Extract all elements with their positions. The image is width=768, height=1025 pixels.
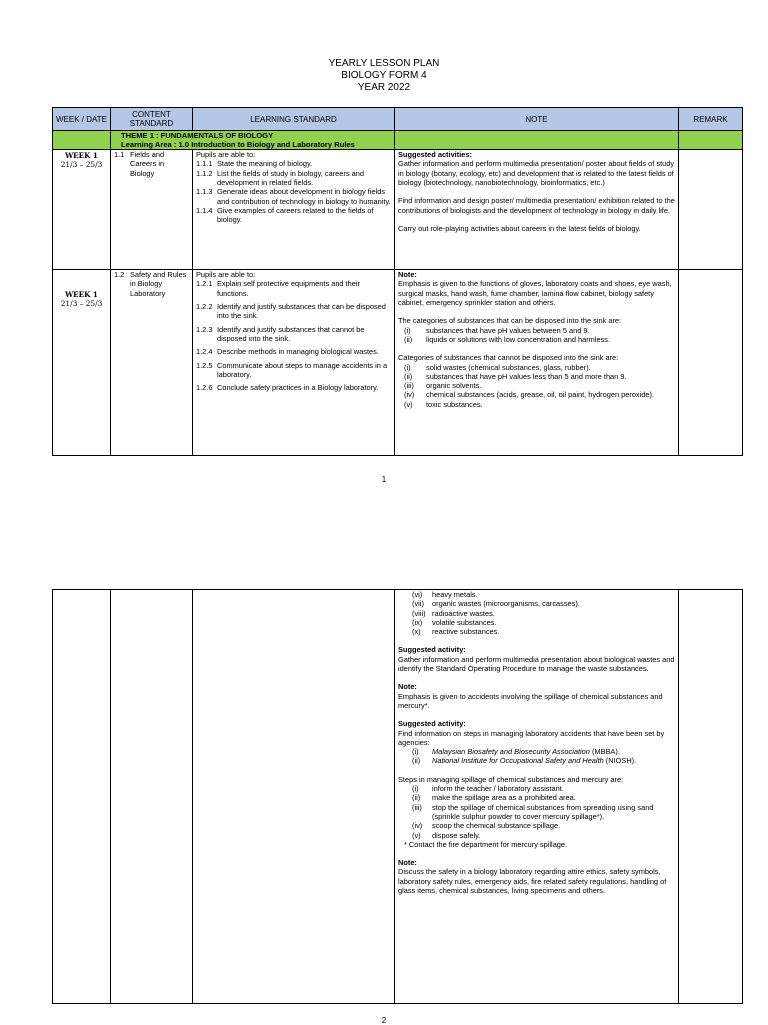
list-text: reactive substances. [432,627,500,637]
title-line-1: YEARLY LESSON PLAN [328,58,440,69]
list-number: (ii) [412,793,421,803]
note-cell [395,150,679,270]
remark-cell [679,590,743,1004]
list-text: dispose safely. [432,830,481,840]
list-text: heavy metals. [432,590,478,599]
list-number: (i) [412,747,419,757]
list-number: (iv) [404,390,415,400]
title-line-2: BIOLOGY FORM 4 [341,70,427,81]
standard-number: 1.2.3 [196,324,213,334]
list-text: substances that have pH values between 5 and 9. [426,325,590,335]
table-row [53,270,743,456]
note-paragraph: Steps in managing spillage of chemical substances and mercury are: [398,774,624,784]
note-heading: Note: [398,682,417,692]
list-number: (iii) [412,802,422,812]
list-text: solid wastes (chemical substances, glass, rubber). [426,362,591,372]
week-date-cell [53,270,111,456]
list-number: (viii) [412,608,426,618]
standard-number: 1.2.1 [196,279,213,289]
note-paragraph: Find information and design poster/ multimedia presentation/ exhibition related to the contributions of biologists and the development of technology in biology in daily life. [398,196,675,215]
list-number: (i) [412,784,419,794]
note-paragraph: Emphasis is given to the functions of gloves, laboratory coats and shoes, eye wash, surgical masks, hand wash, fume chamber, lamina flow cabinet, biology safety cabinet, emergency sprinkler station and others. [398,279,672,308]
intro-text: Pupils are able to: [196,270,256,280]
week-date-cell [53,150,111,270]
list-text: stop the spillage of chemical substances from spreading using sand (sprinkle sulphur powder to cover mercury spillage*). [432,802,654,821]
list-text: radioactive wastes. [432,608,495,618]
list-number: (i) [404,362,411,372]
list-text: substances that have pH values less than 5 and more than 9. [426,371,627,381]
learning-standard-cell [193,270,395,456]
standard-text: Identify and justify substances that cannot be disposed into the sink. [217,324,365,343]
content-standard-cell [111,270,193,456]
agency-name: Malaysian Biosafety and Biosecurity Association [432,747,590,757]
note-paragraph: Carry out role-playing activities about careers in the latest fields of biology. [398,223,641,233]
standard-number: 1.2.5 [196,360,213,370]
header-note: NOTE [395,108,679,131]
table-row [53,590,743,1004]
document-title-block [0,58,768,94]
note-cell [395,270,679,456]
note-heading: Note: [398,858,417,868]
title-line-3: YEAR 2022 [357,82,411,93]
theme-title: THEME 1 : FUNDAMENTALS OF BIOLOGY [121,131,274,140]
list-text: organic solvents. [426,381,482,391]
note-paragraph: Emphasis is given to accidents involving the spillage of chemical substances and mercury*. [398,691,663,710]
standard-text: Identify and justify substances that can be disposed into the sink. [217,302,386,321]
list-number: (ii) [404,334,413,344]
list-number: (ix) [412,617,423,627]
note-paragraph: Find information on steps in managing laboratory accidents that have been set by agencies: [398,728,665,747]
standard-number: 1.2.4 [196,347,213,357]
note-paragraph: Gather information and perform multimedia presentation/ poster about fields of study in biology (botany, ecology, etc) and development that is related to the latest fields of biology (biotechnology, nanobiotechnology, bioinformatics, etc.) [398,159,675,188]
list-number: (v) [412,830,421,840]
content-number: 1.2 [114,270,125,280]
list-number: (iv) [412,821,423,831]
lesson-plan-table-page-1 [52,107,743,456]
theme-row [53,131,743,150]
theme-cell [111,131,395,150]
week-date-cell [53,590,111,1004]
content-number: 1.1 [114,150,125,160]
content-standard-cell [111,150,193,270]
note-paragraph: The categories of substances that can be disposed into the sink are: [398,316,622,326]
note-heading: Suggested activity: [398,719,466,729]
date-range: 21/3 – 25/3 [60,299,103,309]
list-number: (ii) [412,756,421,766]
note-paragraph: Categories of substances that cannot be disposed into the sink are: [398,353,619,363]
learning-standard-cell [193,590,395,1004]
standard-text: Generate ideas about development in biology fields and contribution of technology in biology to humanity. [217,187,391,206]
standard-number: 1.1.4 [196,205,213,215]
list-text: liquids or solutions with low concentration and harmless. [426,334,611,344]
standard-number: 1.1.1 [196,159,213,169]
standard-text: Communicate about steps to manage accidents in a laboratory. [217,360,388,379]
remark-cell [679,270,743,456]
standard-text: Explain self protective equipments and their functions. [217,279,360,298]
content-standard-cell [111,590,193,1004]
list-text: toxic substances. [426,399,483,409]
agency-abbreviation: (NIOSH). [605,756,637,766]
list-number: (iii) [404,381,414,391]
list-number: (vii) [412,599,424,609]
list-number: (vi) [412,590,423,599]
standard-text: List the fields of study in biology, careers and development in related fields. [217,168,364,188]
standard-text: State the meaning of biology. [217,159,313,169]
list-text: scoop the chemical substance spillage. [432,821,561,831]
note-paragraph: Discuss the safety in a biology laboratory regarding attire ethics, safety symbols, laboratory safety rules, emergency aids, fire related safety regulations, handling of glass items, chemical substances, living specimens and others. [398,867,667,896]
standard-text: Give examples of careers related to the fields of biology. [217,205,374,225]
page-number: 1 [381,475,387,484]
table-header-row [53,108,743,131]
remark-cell [679,150,743,270]
intro-text: Pupils are able to: [196,150,256,160]
list-number: (ii) [404,371,413,381]
content-text: Safety and Rules in Biology Laboratory [130,270,187,298]
week-label: WEEK 1 [65,290,98,300]
list-number: (i) [404,325,411,335]
learning-standard-cell [193,150,395,270]
list-text: chemical substances (acids, grease, oil, oil paint, hydrogen peroxide). [426,390,654,400]
agency-abbreviation: (MBBA). [591,747,620,757]
header-week-date: WEEK / DATE [53,108,111,131]
list-text: make the spillage area as a prohibited area. [432,793,576,803]
header-content-standard: CONTENT STANDARD [111,108,193,131]
note-heading: Suggested activity: [398,645,466,655]
agency-name: National Institute for Occupational Safety and Health [432,756,604,766]
note-heading: Note: [398,270,417,280]
standard-text: Conclude safety practices in a Biology laboratory. [217,383,379,393]
list-text: inform the teacher / laboratory assistant. [432,784,564,794]
content-text: Fields and Careers in Biology [130,150,165,178]
footnote: * Contact the fire department for mercury spillage. [404,839,568,849]
note-heading: Suggested activities: [398,150,472,160]
list-text: organic wastes (microorganisms, carcasses). [432,599,580,609]
note-cell [395,590,679,1004]
date-range: 21/3 – 25/3 [60,160,103,170]
list-number: (x) [412,627,421,637]
standard-number: 1.1.2 [196,168,213,178]
standard-number: 1.2.2 [196,302,213,312]
learning-area: Learning Area : 1.0 Introduction to Biology and Laboratory Rules [121,139,355,149]
week-label: WEEK 1 [65,151,98,161]
table-row [53,150,743,270]
standard-text: Describe methods in managing biological wastes. [217,347,379,357]
standard-number: 1.2.6 [196,383,213,393]
note-paragraph: Gather information and perform multimedia presentation about biological wastes and identify the Standard Operating Procedure to manage the waste substances. [398,654,675,674]
lesson-plan-table-page-2 [52,589,743,1004]
header-learning-standard: LEARNING STANDARD [193,108,395,131]
list-number: (v) [404,399,413,409]
standard-number: 1.1.3 [196,187,213,197]
list-text: volatile substances. [432,617,497,627]
header-remark: REMARK [679,108,743,131]
page-number: 2 [381,1016,387,1025]
